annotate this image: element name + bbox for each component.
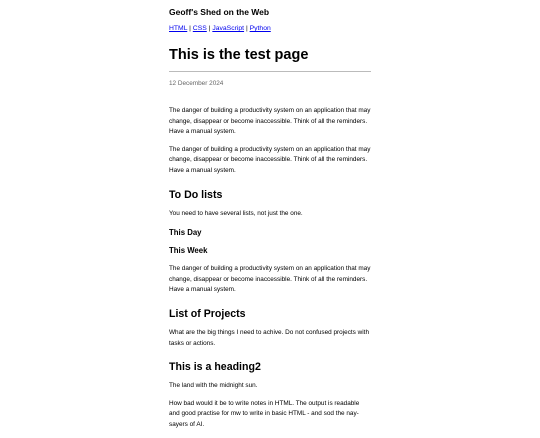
nav-link-python[interactable]: Python (249, 25, 271, 32)
paragraph-week: The danger of building a productivity system on an application that may change, disappear or become inaccessible. Think of all the reminders. Have a manual system. (169, 265, 371, 294)
heading-list-of-projects: List of Projects (169, 307, 246, 320)
post-date: 12 December 2024 (169, 80, 224, 87)
paragraph-intro-1: The danger of building a productivity system on an application that may change, disappear or become inaccessible. Think of all the reminders. Have a manual system. (169, 107, 371, 136)
paragraph-todo: You need to have several lists, not just the one. (169, 209, 303, 217)
article-body (169, 106, 371, 438)
page-title: This is the test page (169, 47, 309, 63)
nav-link-css[interactable]: CSS (192, 25, 207, 32)
site-title: Geoff's Shed on the Web (169, 7, 270, 17)
site-nav (169, 25, 271, 32)
heading-todo-lists: To Do lists (169, 188, 223, 201)
title-divider (169, 71, 371, 72)
paragraph-html-notes: How bad would it be to write notes in HTML. The output is readable and good practise for mw to write in basic HTML - and sod the nay-sayers of AI. (169, 399, 360, 428)
heading-this-day: This Day (169, 228, 202, 238)
nav-link-javascript[interactable]: JavaScript (212, 25, 245, 32)
nav-separator: | (208, 25, 211, 32)
nav-link-html[interactable]: HTML (169, 25, 188, 32)
nav-separator: | (189, 25, 191, 32)
heading-this-week: This Week (169, 246, 208, 256)
heading-heading2: This is a heading2 (169, 361, 261, 374)
nav-separator: | (245, 25, 248, 32)
paragraph-midnight-sun: The land with the midnight sun. (169, 382, 258, 390)
paragraph-projects: What are the big things I need to achive. Do not confused projects with tasks or actions. (169, 328, 370, 347)
paragraph-intro-2: The danger of building a productivity system on an application that may change, disappear or become inaccessible. Think of all the reminders. Have a manual system. (169, 145, 371, 174)
